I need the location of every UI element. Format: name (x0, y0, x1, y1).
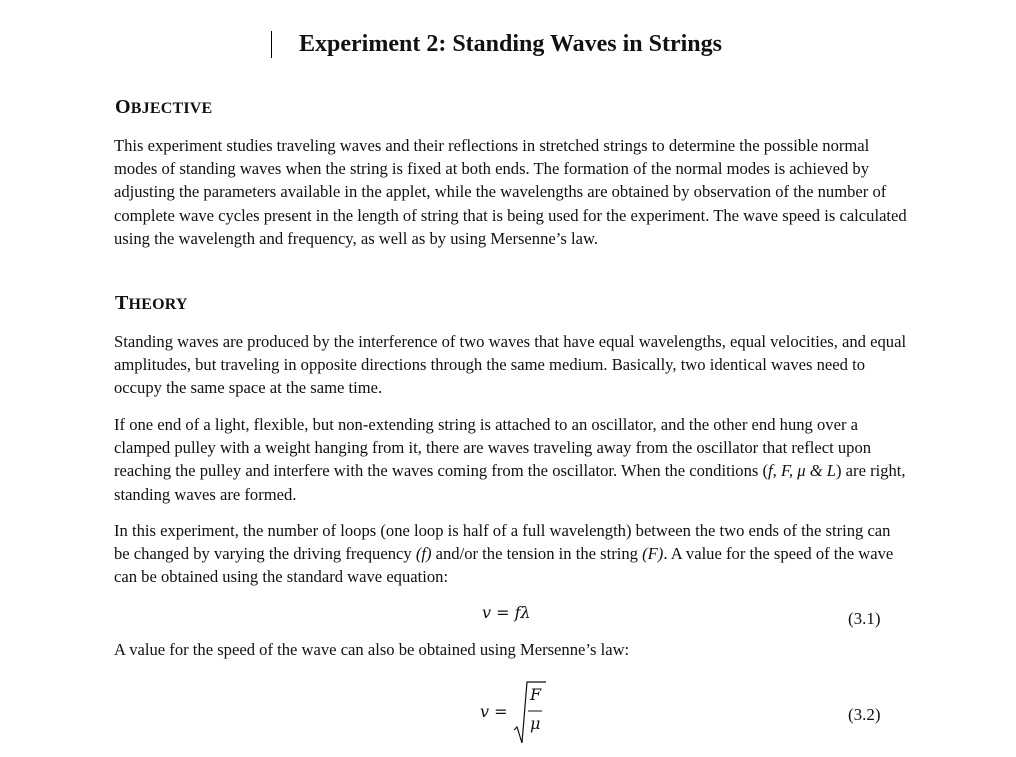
objective-heading (115, 94, 212, 122)
theory-paragraph-3-start: In this experiment, the number of loops (one loop is half of a full wavelength) between the two ends of the string can be changed by varying the driving frequency (114, 521, 891, 564)
theory-heading (115, 290, 188, 318)
theory-paragraph-2 (114, 413, 910, 506)
page-title: Experiment 2: Standing Waves in Strings (299, 31, 722, 57)
theory-paragraph-2-end: ) are right, standing waves are formed. (114, 461, 906, 504)
wave-equation: v = fλ (482, 603, 531, 622)
condition-variables: f, F, μ & L (768, 461, 836, 481)
tension-symbol: (F) (642, 544, 664, 564)
theory-paragraph-1: Standing waves are produced by the interference of two waves that have equal wavelengths, equal velocities, and equal amplitudes, but traveling in opposite directions through the same medium. Basically, two identical waves need to occupy the same space at the same time. (114, 332, 907, 398)
theory-paragraph-3-end: . A value for the speed of the wave can be obtained using the standard wave equation: (114, 544, 894, 587)
theory-heading-rest: HEORY (128, 296, 188, 313)
mersenne-equation (480, 680, 550, 746)
theory-paragraph-3-mid: and/or the tension in the string (431, 544, 643, 564)
objective-paragraph: This experiment studies traveling waves and their reflections in stretched strings to determine the possible normal modes of standing waves when the string is fixed at both ends. The formation of the normal modes is achieved by adjusting the parameters available in the applet, while the wavelengths are obtained by observation of the number of complete wave cycles present in the length of string that is being used for the experiment. The wave speed is calculated using the wavelength and frequency, as well as by using Mersenne’s law. (114, 136, 907, 248)
frequency-symbol: (f) (415, 544, 432, 564)
theory-heading-initial: T (115, 292, 129, 314)
theory-paragraph-3 (114, 519, 910, 589)
equation-number-3-2: (3.2) (848, 705, 881, 724)
objective-heading-rest: BJECTIVE (130, 100, 213, 117)
objective-heading-initial: O (115, 96, 131, 118)
mersenne-lhs: v = (480, 702, 508, 721)
equation-number-3-1: (3.1) (848, 609, 881, 628)
mersenne-numerator: F (530, 685, 542, 704)
theory-paragraph-2-start: If one end of a light, flexible, but non-extending string is attached to an oscillator, and the other end hung over a clamped pulley with a weight hanging from it, there are waves traveling away from the oscillator that reflect upon reaching the pulley and interfere with the waves coming from the oscillator. When the conditions ( (114, 415, 872, 481)
theory-paragraph-4: A value for the speed of the wave can also be obtained using Mersenne’s law: (114, 640, 630, 659)
mersenne-denominator: μ (530, 714, 541, 733)
